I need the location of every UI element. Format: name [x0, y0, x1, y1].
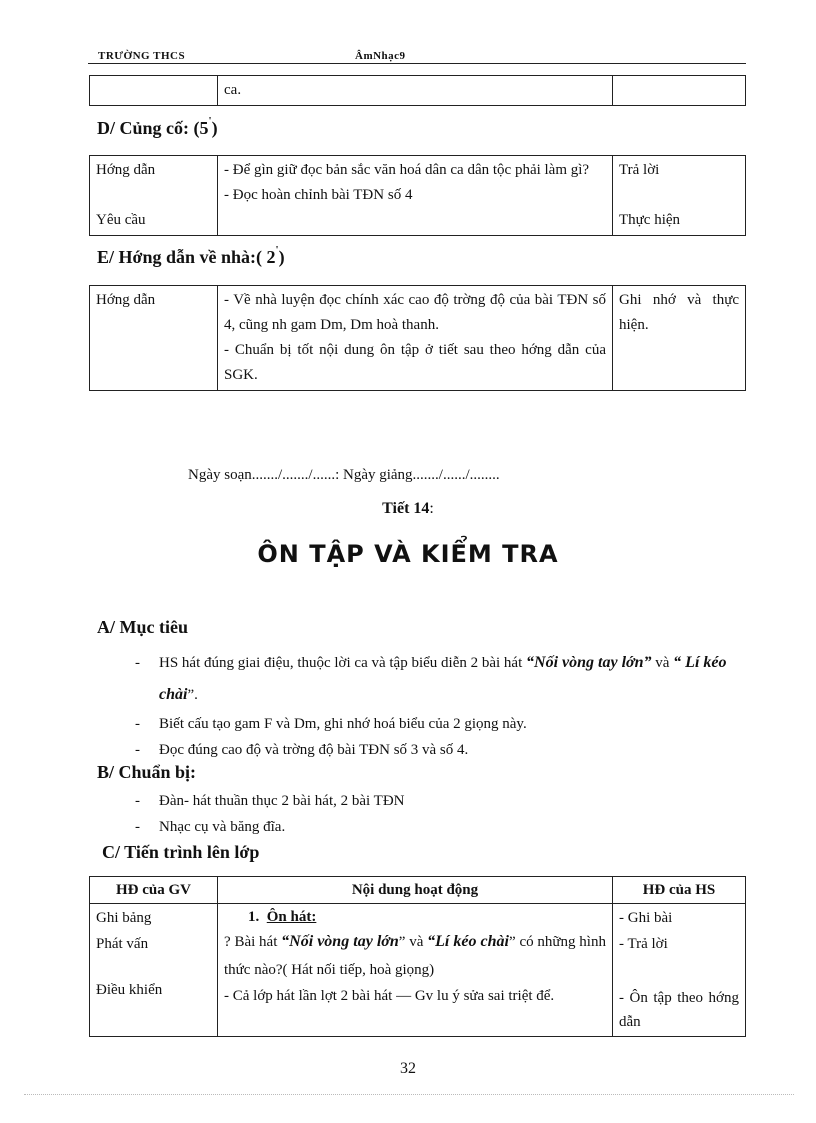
subject-header: ÂmNhạc9	[355, 50, 406, 62]
school-header: TRƯỜNG THCS	[98, 50, 186, 62]
e-col1: Hớng dẫn	[90, 286, 218, 391]
d-col3: Trả lời Thực hiện	[613, 156, 746, 236]
section-e-heading: E/ Hớng dẫn về nhà:( 2')	[97, 244, 285, 267]
dates-line: Ngày soạn......./......./......: Ngày giảng......./....../........	[188, 467, 500, 483]
section-e-table	[89, 285, 746, 391]
section-a-list	[135, 647, 747, 763]
content-cell	[218, 904, 613, 1037]
list-item: - HS hát đúng giai điệu, thuộc lời ca và tập biểu diễn 2 bài hát “Nối vòng tay lớn” và “ Lí kéo chài”.	[135, 647, 747, 711]
instruction-text: - Cả lớp hát lần lợt 2 bài hát — Gv lu ý sửa sai triệt để.	[224, 988, 555, 1004]
top-cell-2: ca.	[218, 76, 613, 106]
d-col1: Hớng dẫn Yêu cầu	[90, 156, 218, 236]
top-cell-1	[90, 76, 218, 106]
footer-rule	[24, 1094, 794, 1095]
section-d-heading: D/ Củng cố: (5')	[97, 115, 218, 138]
list-item: - Biết cấu tạo gam F và Dm, ghi nhớ hoá biểu của 2 giọng này.	[135, 711, 747, 737]
page-number: 32	[400, 1060, 416, 1077]
col-header-gv: HĐ của GV	[90, 877, 218, 904]
d-col2: - Để gìn giữ đọc bản sắc văn hoá dân ca dân tộc phải làm gì? - Đọc hoàn chỉnh bài TĐN số 4	[218, 156, 613, 236]
list-item: - Nhạc cụ và băng đĩa.	[135, 814, 747, 840]
e-col2: - Về nhà luyện đọc chính xác cao độ trờng độ của bài TĐN số 4, cũng nh gam Dm, Dm hoà thanh. - Chuẩn bị tốt nội dung ôn tập ở tiết sau theo hớng dẫn của SGK.	[218, 286, 613, 391]
lesson-number: Tiết 14:	[382, 500, 434, 517]
section-a-heading: A/ Mục tiêu	[97, 617, 188, 637]
lesson-table	[89, 876, 746, 1037]
hs-cell: - Ghi bài - Trả lời - Ôn tập theo hớng dẫn	[613, 904, 746, 1037]
list-item: - Đàn- hát thuần thục 2 bài hát, 2 bài TĐN	[135, 788, 747, 814]
list-item: - Đọc đúng cao độ và trờng độ bài TĐN số 3 và số 4.	[135, 737, 747, 763]
col-header-hs: HĐ của HS	[613, 877, 746, 904]
section-c-heading: C/ Tiến trình lên lớp	[102, 842, 260, 862]
question-text: ? Bài hát “Nối vòng tay lớn” và “Lí kéo chài” có những hình thức nào?( Hát nối tiếp, hoà giọng)	[224, 933, 606, 978]
lesson-title: ÔN TẬP VÀ KIỂM TRA	[257, 540, 559, 568]
top-cell-3	[613, 76, 746, 106]
section-b-heading: B/ Chuẩn bị:	[97, 762, 197, 782]
top-table	[89, 75, 746, 106]
gv-cell: Ghi bảng Phát vấn Điều khiển	[90, 904, 218, 1037]
col-header-content: Nội dung hoạt động	[218, 877, 613, 904]
subheading: 1. Ôn hát:	[248, 909, 317, 925]
section-b-list	[135, 788, 747, 840]
header-rule	[88, 63, 746, 64]
section-d-table	[89, 155, 746, 236]
e-col3: Ghi nhớ và thực hiện.	[613, 286, 746, 391]
